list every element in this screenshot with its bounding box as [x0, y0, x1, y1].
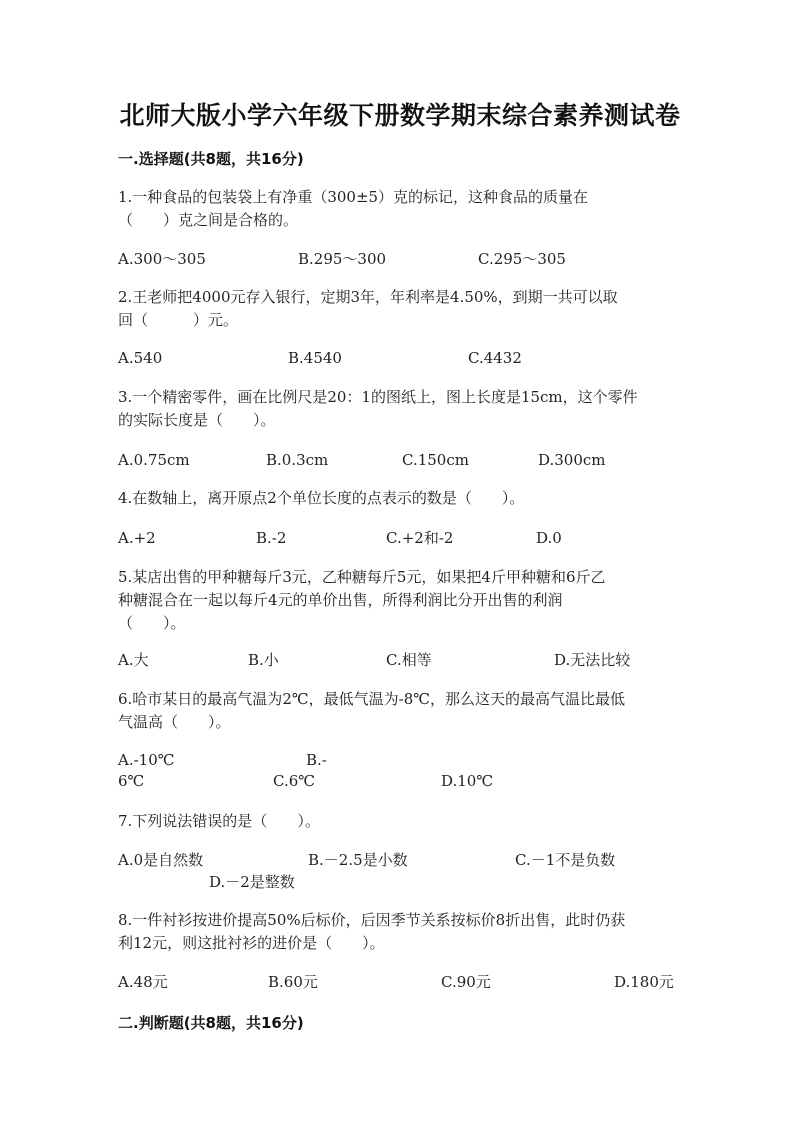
q5-option-c[interactable]: C.相等 [386, 651, 432, 669]
question-line: 5.某店出售的甲种糖每斤3元，乙种糖每斤5元，如果把4斤甲种糖和6斤乙 [118, 568, 606, 586]
question-line: 回（ ）元。 [118, 311, 239, 329]
question-line: 6.哈市某日的最高气温为2℃，最低气温为-8℃，那么这天的最高气温比最低 [118, 690, 626, 708]
q6-option-b-continued: 6℃ [118, 772, 145, 790]
question-line: （ ）。 [118, 614, 186, 632]
question-2 [118, 286, 688, 332]
q6-option-b[interactable]: B.- [306, 751, 327, 769]
q8-option-a[interactable]: A.48元 [118, 973, 168, 991]
question-5 [118, 566, 688, 635]
section-heading-choice: 一.选择题(共8题，共16分) [118, 150, 304, 168]
q2-option-a[interactable]: A.540 [118, 349, 163, 367]
q4-option-b[interactable]: B.-2 [256, 529, 287, 547]
q8-option-d[interactable]: D.180元 [614, 973, 674, 991]
q3-option-d[interactable]: D.300cm [538, 451, 606, 469]
question-line: 种糖混合在一起以每斤4元的单价出售，所得利润比分开出售的利润 [118, 591, 563, 609]
q3-option-b[interactable]: B.0.3cm [266, 451, 329, 469]
question-line: 1.一种食品的包装袋上有净重（300±5）克的标记，这种食品的质量在 [118, 188, 589, 206]
question-line: 3.一个精密零件，画在比例尺是20：1的图纸上，图上长度是15cm，这个零件 [118, 388, 638, 406]
q7-option-b[interactable]: B.－2.5是小数 [308, 851, 408, 869]
q1-option-c[interactable]: C.295～305 [478, 250, 566, 268]
question-line: （ ）克之间是合格的。 [118, 211, 299, 229]
q2-option-b[interactable]: B.4540 [288, 349, 342, 367]
q5-option-b[interactable]: B.小 [248, 651, 279, 669]
q6-option-c[interactable]: C.6℃ [273, 772, 316, 790]
q7-option-d[interactable]: D.－2是整数 [209, 873, 295, 891]
q1-option-b[interactable]: B.295～300 [298, 250, 387, 268]
q4-option-a[interactable]: A.+2 [118, 529, 156, 547]
q1-option-a[interactable]: A.300～305 [118, 250, 206, 268]
question-7 [118, 810, 688, 833]
q5-option-d[interactable]: D.无法比较 [554, 651, 631, 669]
question-line: 的实际长度是（ ）。 [118, 411, 276, 429]
q4-option-c[interactable]: C.+2和-2 [386, 529, 454, 547]
question-4 [118, 487, 688, 510]
section-heading-judgment: 二.判断题(共8题，共16分) [118, 1014, 304, 1032]
q2-option-c[interactable]: C.4432 [468, 349, 522, 367]
question-6 [118, 688, 688, 734]
question-line: 2.王老师把4000元存入银行，定期3年，年利率是4.50%，到期一共可以取 [118, 288, 618, 306]
q7-option-a[interactable]: A.0是自然数 [118, 851, 204, 869]
q5-option-a[interactable]: A.大 [118, 651, 149, 669]
q3-option-a[interactable]: A.0.75cm [118, 451, 190, 469]
page-title: 北师大版小学六年级下册数学期末综合素养测试卷 [119, 101, 681, 130]
q7-option-c[interactable]: C.－1不是负数 [515, 851, 616, 869]
q3-option-c[interactable]: C.150cm [402, 451, 469, 469]
question-8 [118, 909, 688, 955]
question-line: 8.一件衬衫按进价提高50%后标价，后因季节关系按标价8折出售，此时仍获 [118, 911, 626, 929]
question-line: 气温高（ ）。 [118, 713, 231, 731]
question-3 [118, 386, 688, 432]
question-line: 7.下列说法错误的是（ ）。 [118, 812, 320, 830]
q8-option-b[interactable]: B.60元 [268, 973, 318, 991]
question-1 [118, 186, 688, 232]
q8-option-c[interactable]: C.90元 [441, 973, 491, 991]
question-line: 利12元，则这批衬衫的进价是（ ）。 [118, 934, 385, 952]
q4-option-d[interactable]: D.0 [536, 529, 562, 547]
question-line: 4.在数轴上，离开原点2个单位长度的点表示的数是（ ）。 [118, 489, 525, 507]
q6-option-d[interactable]: D.10℃ [441, 772, 494, 790]
q6-option-a[interactable]: A.-10℃ [118, 751, 175, 769]
